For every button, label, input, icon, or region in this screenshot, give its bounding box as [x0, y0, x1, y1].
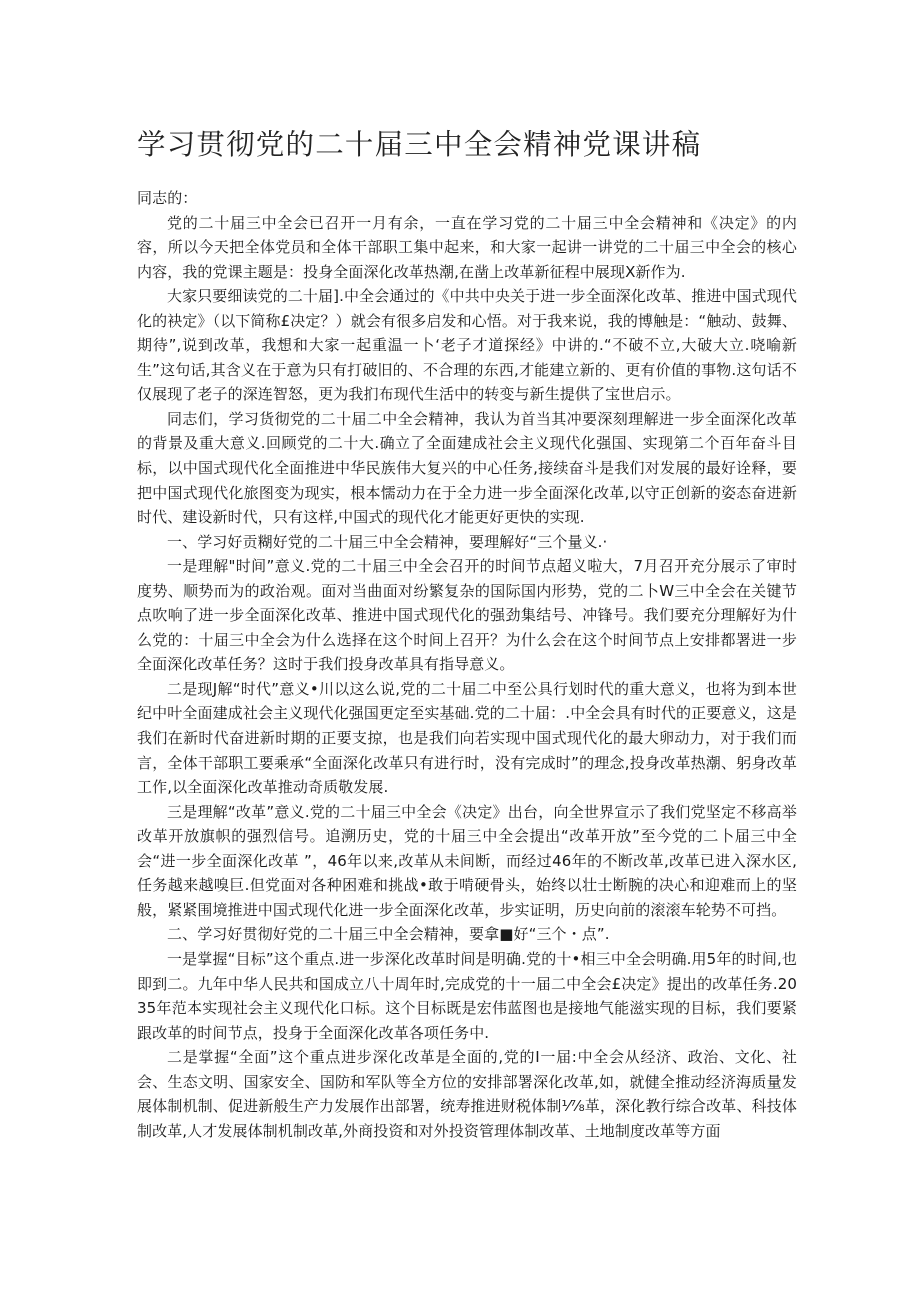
paragraph: 大家只要细读党的二十届].中全会通过的《中共中央关于进一步全面深化改革、推进中国式现代化的袂定》（以下简称£决定？）就会有很多启发和心悟。对于我来说，我的博触是：“触动、鼓舞、期待”,说到改革，我想和大家一起重温一卜‘老子才道探经》中讲的.“不破不立,大破大立.哓喻新生”这句话,其含义在于意为只有打破旧的、不合理的东西,才能建立新的、更有价值的事物.这句话不仅展现了老子的深连智怒，更为我扪布现代生活中的转变与新生提供了宝世启示。 [137, 287, 797, 404]
paragraph: 二是现J解“时代”意义•川以这么说,党的二十届二中至公具行划时代的重大意义，也将为到本世纪中叶全面建成社会主义现代化强国更定至实基础.党的二十届：.中全会具有时代的正要意义，这是我们在新时代奋进新时期的正要支掠，也是我们向若实现中国式现代化的最大卵动力，对于我们而言，全体干部职工要乘承“全面深化改革只有进行时，没有完成时”的理念,投身改革热潮、躬身改革工作,以全面深化改革推动奇质敬发展. [137, 679, 797, 797]
document-body [137, 186, 797, 1143]
paragraph: 三是理解“改革”意义.党的二十届三中全会《决定》出台，向全世界宣示了我们党坚定不移高举改革开放旗帜的强烈信号。追溯历史，党的十届三中全会提出“改革开放”至今党的二卜届三中全会“进一步全面深化改革 ”，46年以来,改革从未间断，而经过46年的不断改革,改革已进入深水区,任务越来越嗅巨.但党面对各种困难和挑战•敢于啃硬骨头，始终以壮士断腕的决心和迎难而上的坚般，紧紧围境推进中国式现代化进一步全面深化改革，步实证明，历史向前的滚滚车轮势不可挡。 [137, 802, 797, 919]
salutation: 同志的： [137, 189, 198, 207]
paragraph: 二是掌握“全面”这个重点进步深化改革是全面的,党的I一届:中全会从经济、政治、文化、社会、生态文明、国家安全、国防和军队等全方位的安排部署深化改革,如，就健全推动经济海质量发展体制机制、促进新般生产力发展作出部署，统寿推进财税体制⅟⅞革，深化教行综合改革、科技体制改革,人才发展体制机制改革,外商投资和对外投资管理体制改革、土地制度改革等方面 [137, 1048, 797, 1140]
section-heading: 二、学习好贯彻好党的二十届三中全会精神，要拿■好“三个・点”. [167, 925, 610, 944]
paragraph: 同志们，学习货彻党的二十届二中全会精神，我认为首当其冲要深刻理解进一步全面深化改革的背景及重大意义.回顾党的二十大.确立了全面建成社会主义现代化强国、实现第二个百年奋斗目标，以中国式现代化全面推进中华民族伟大复兴的中心任务,接续奋斗是我们对发展的最好诠释，要把中国式现代化旅图变为现实，根本懦动力在于全力进一步全面深化改革,以守正创新的姿态奋进新时代、建设新时代，只有这样,中国式的现代化才能更好更快的实现. [137, 409, 797, 527]
paragraph: 一是理解"时间”意义.党的二十届三中全会召开的时间节点超义啦大，7月召开充分展示了审时度势、顺势而为的政治观。面对当曲面对纷繁复杂的国际国内形势，党的二卜W三中全会在关键节点吹响了进一步全面深化改革、推进中国式现代化的强劲集结号、冲锋号。我们要充分理解好为什么党的：十届三中全会为什么选择在这个时间上召开？为什么会在这个时间节点上安排都署进一步全面深化改革任务？这时于我们投身改革具有指导意义。 [137, 557, 797, 674]
paragraph: 党的二十届三中全会已召开一月有余，一直在学习党的二十届三中全会精神和《决定》的内容，所以今天把全体党员和全体干部职工集中起来，和大家一起讲一讲党的二十届三中全会的核心内容，我的党课主题是：投身全面深化改革热潮,在凿上改革新征程中展现X新作为. [137, 213, 797, 281]
document-title: 学习贯彻党的二十届三中全会精神党课讲稿 [137, 128, 702, 161]
section-heading: 一、学习好贡糊好党的二十届三中全会精神，要理解好“三个量义.· [167, 532, 608, 551]
paragraph: 一是掌握“目标”这个重点.进一步深化改革时间是明确.党的十•相三中全会明确.用5年的时间,也即到二。九年中华人民共和国成立八十周年时,完成党的十一届二中全会£决定》提出的改革任务.2035年范本实现社会主义现代化口标。这个目标既是宏伟蓝图也是接地气能滋实现的目标，我们要紧跟改革的时间节点，投身于全面深化改革各项任务中. [137, 949, 797, 1042]
